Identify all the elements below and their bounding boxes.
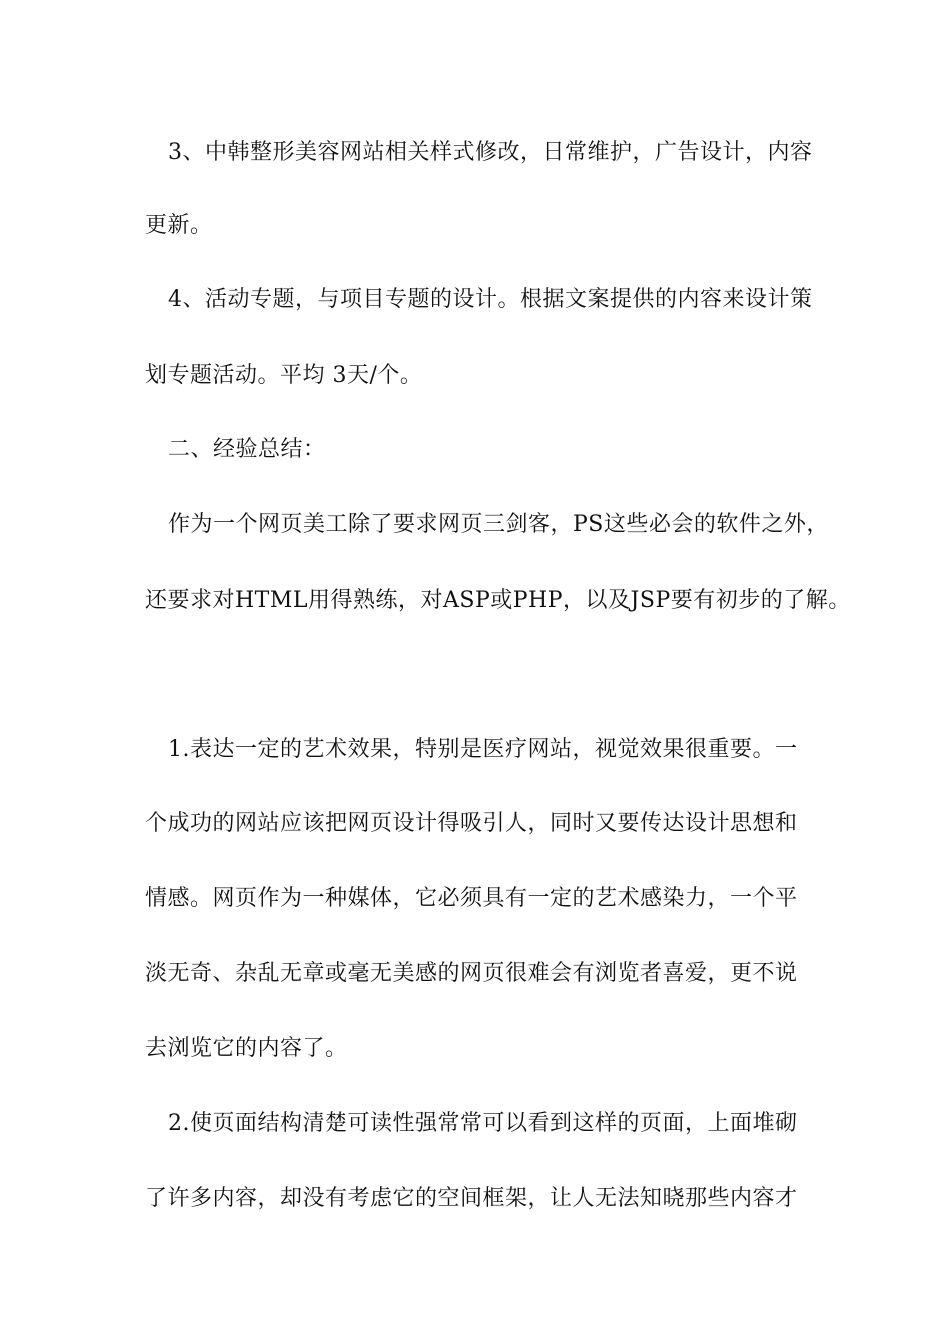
paragraph-line: 去浏览它的内容了。 [145, 1036, 348, 1061]
paragraph-line: 情感。网页作为一种媒体，它必须具有一定的艺术感染力，一个平 [145, 886, 798, 911]
paragraph-line: 淡无奇、杂乱无章或毫无美感的网页很难会有浏览者喜爱，更不说 [145, 961, 798, 986]
paragraph-line: 还要求对HTML用得熟练，对ASP或PHP，以及JSP要有初步的了解。 [145, 588, 851, 613]
section-heading: 二、经验总结： [168, 437, 326, 462]
paragraph-line: 更新。 [145, 213, 213, 238]
paragraph-line: 作为一个网页美工除了要求网页三剑客，PS这些必会的软件之外， [168, 512, 829, 537]
paragraph-line: 个成功的网站应该把网页设计得吸引人，同时又要传达设计思想和 [145, 811, 798, 836]
paragraph-line: 划专题活动。平均 3天/个。 [145, 363, 423, 388]
paragraph-line: 了许多内容，却没有考虑它的空间框架，让人无法知晓那些内容才 [145, 1186, 798, 1211]
paragraph-line: 2.使页面结构清楚可读性强常常可以看到这样的页面，上面堆砌 [168, 1111, 798, 1136]
paragraph-line: 1.表达一定的艺术效果，特别是医疗网站，视觉效果很重要。一 [168, 737, 798, 762]
paragraph-line: 4、活动专题，与项目专题的设计。根据文案提供的内容来设计策 [168, 287, 813, 312]
paragraph-line: 3、中韩整形美容网站相关样式修改，日常维护，广告设计，内容 [168, 140, 813, 165]
